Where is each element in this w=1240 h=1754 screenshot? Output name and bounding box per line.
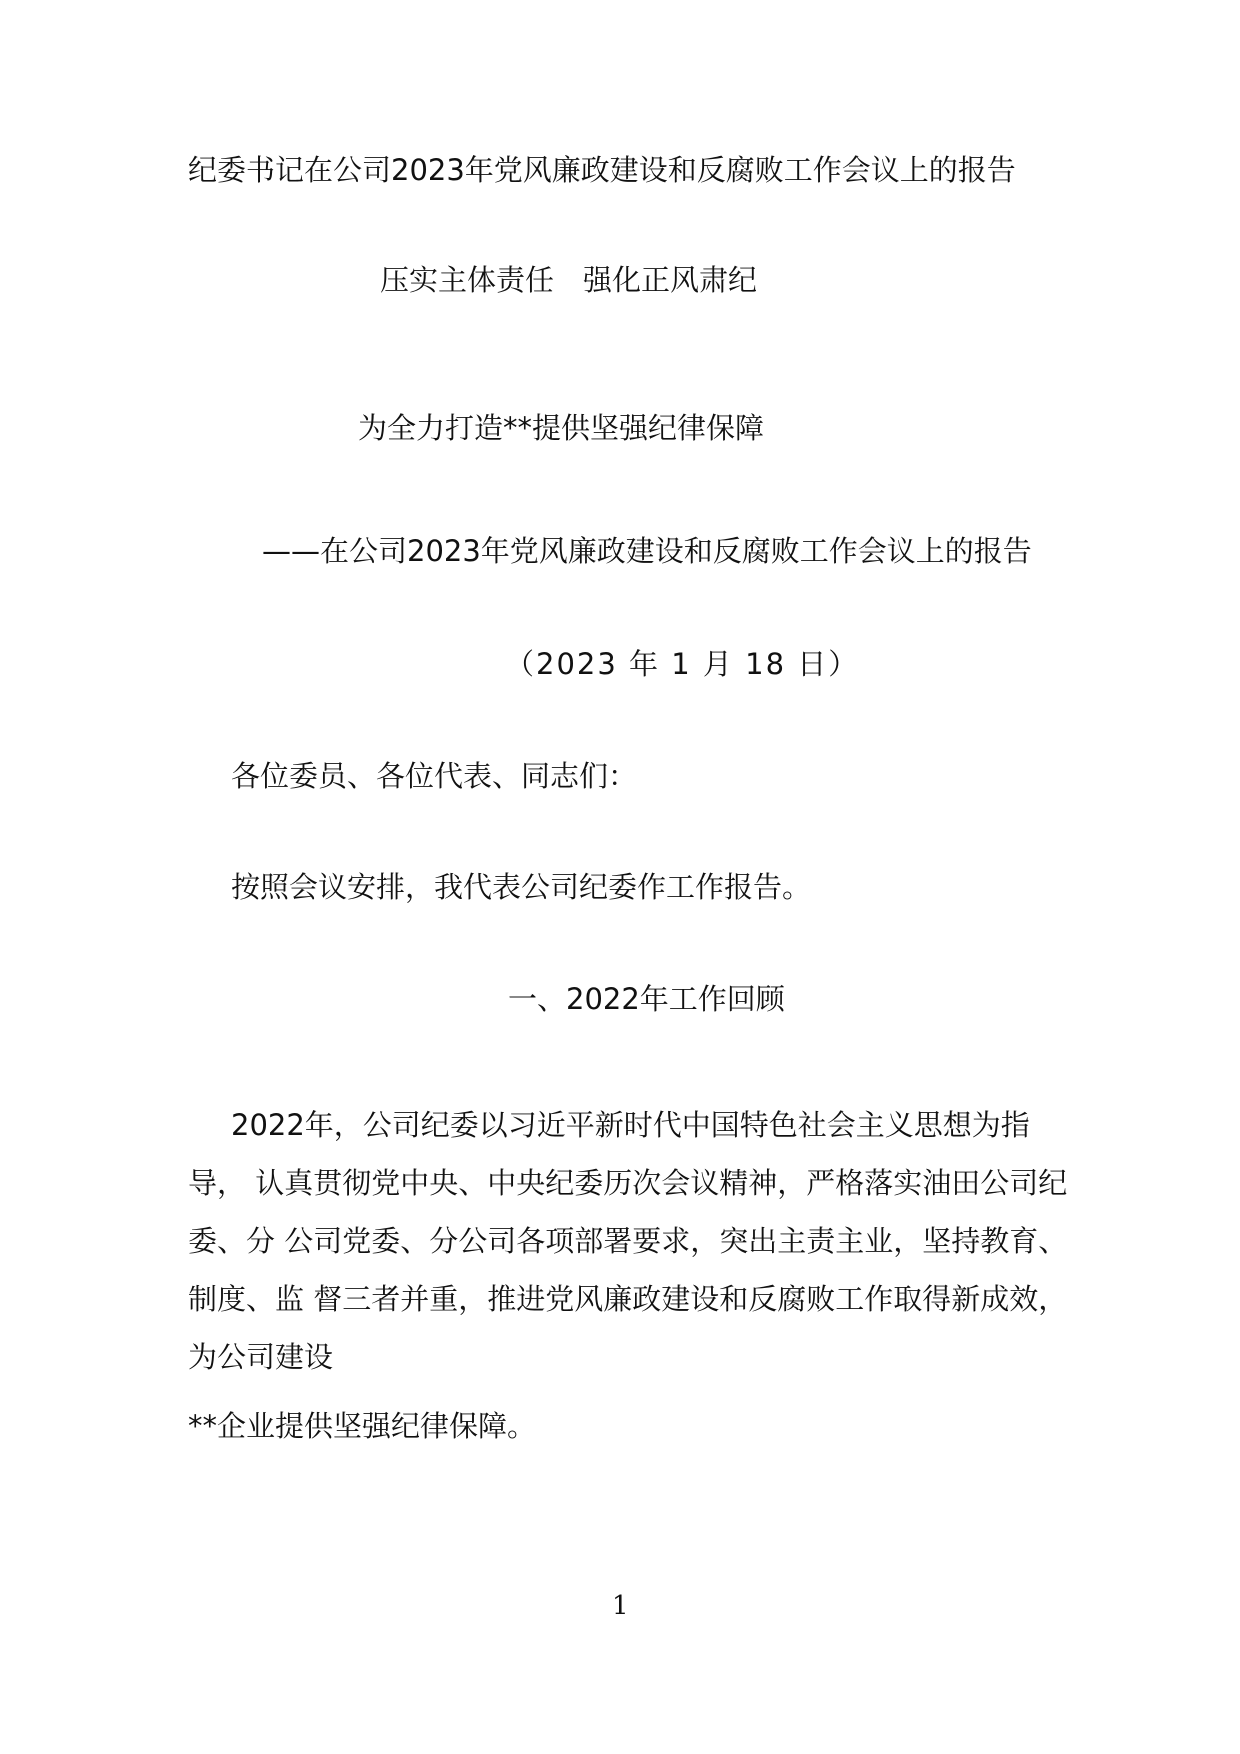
page-number: 1 bbox=[612, 1591, 629, 1621]
section-heading: 一、2022年工作回顾 bbox=[508, 982, 785, 1016]
subtitle-line-2: 为全力打造**提供坚强纪律保障 bbox=[358, 411, 765, 445]
report-date: （2023 年 1 月 18 日） bbox=[505, 647, 860, 681]
report-subtitle: ——在公司2023年党风廉政建设和反腐败工作会议上的报告 bbox=[262, 534, 1032, 568]
body-paragraph-tail: **企业提供坚强纪律保障。 bbox=[188, 1409, 537, 1443]
subtitle-line-1: 压实主体责任 强化正风肃纪 bbox=[380, 263, 758, 297]
intro-sentence: 按照会议安排，我代表公司纪委作工作报告。 bbox=[231, 870, 812, 904]
greeting: 各位委员、各位代表、同志们： bbox=[231, 759, 638, 793]
document-title: 纪委书记在公司2023年党风廉政建设和反腐败工作会议上的报告 bbox=[188, 153, 1016, 187]
body-paragraph: 2022年，公司纪委以习近平新时代中国特色社会主义思想为指导， 认真贯彻党中央、中央纪委历次会议精神，严格落实油田公司纪委、分 公司党委、分公司各项部署要求，突出主责主业，坚持教育、制度、监 督三者并重，推进党风廉政建设和反腐败工作取得新成效，为公司建设 bbox=[188, 1108, 1068, 1374]
